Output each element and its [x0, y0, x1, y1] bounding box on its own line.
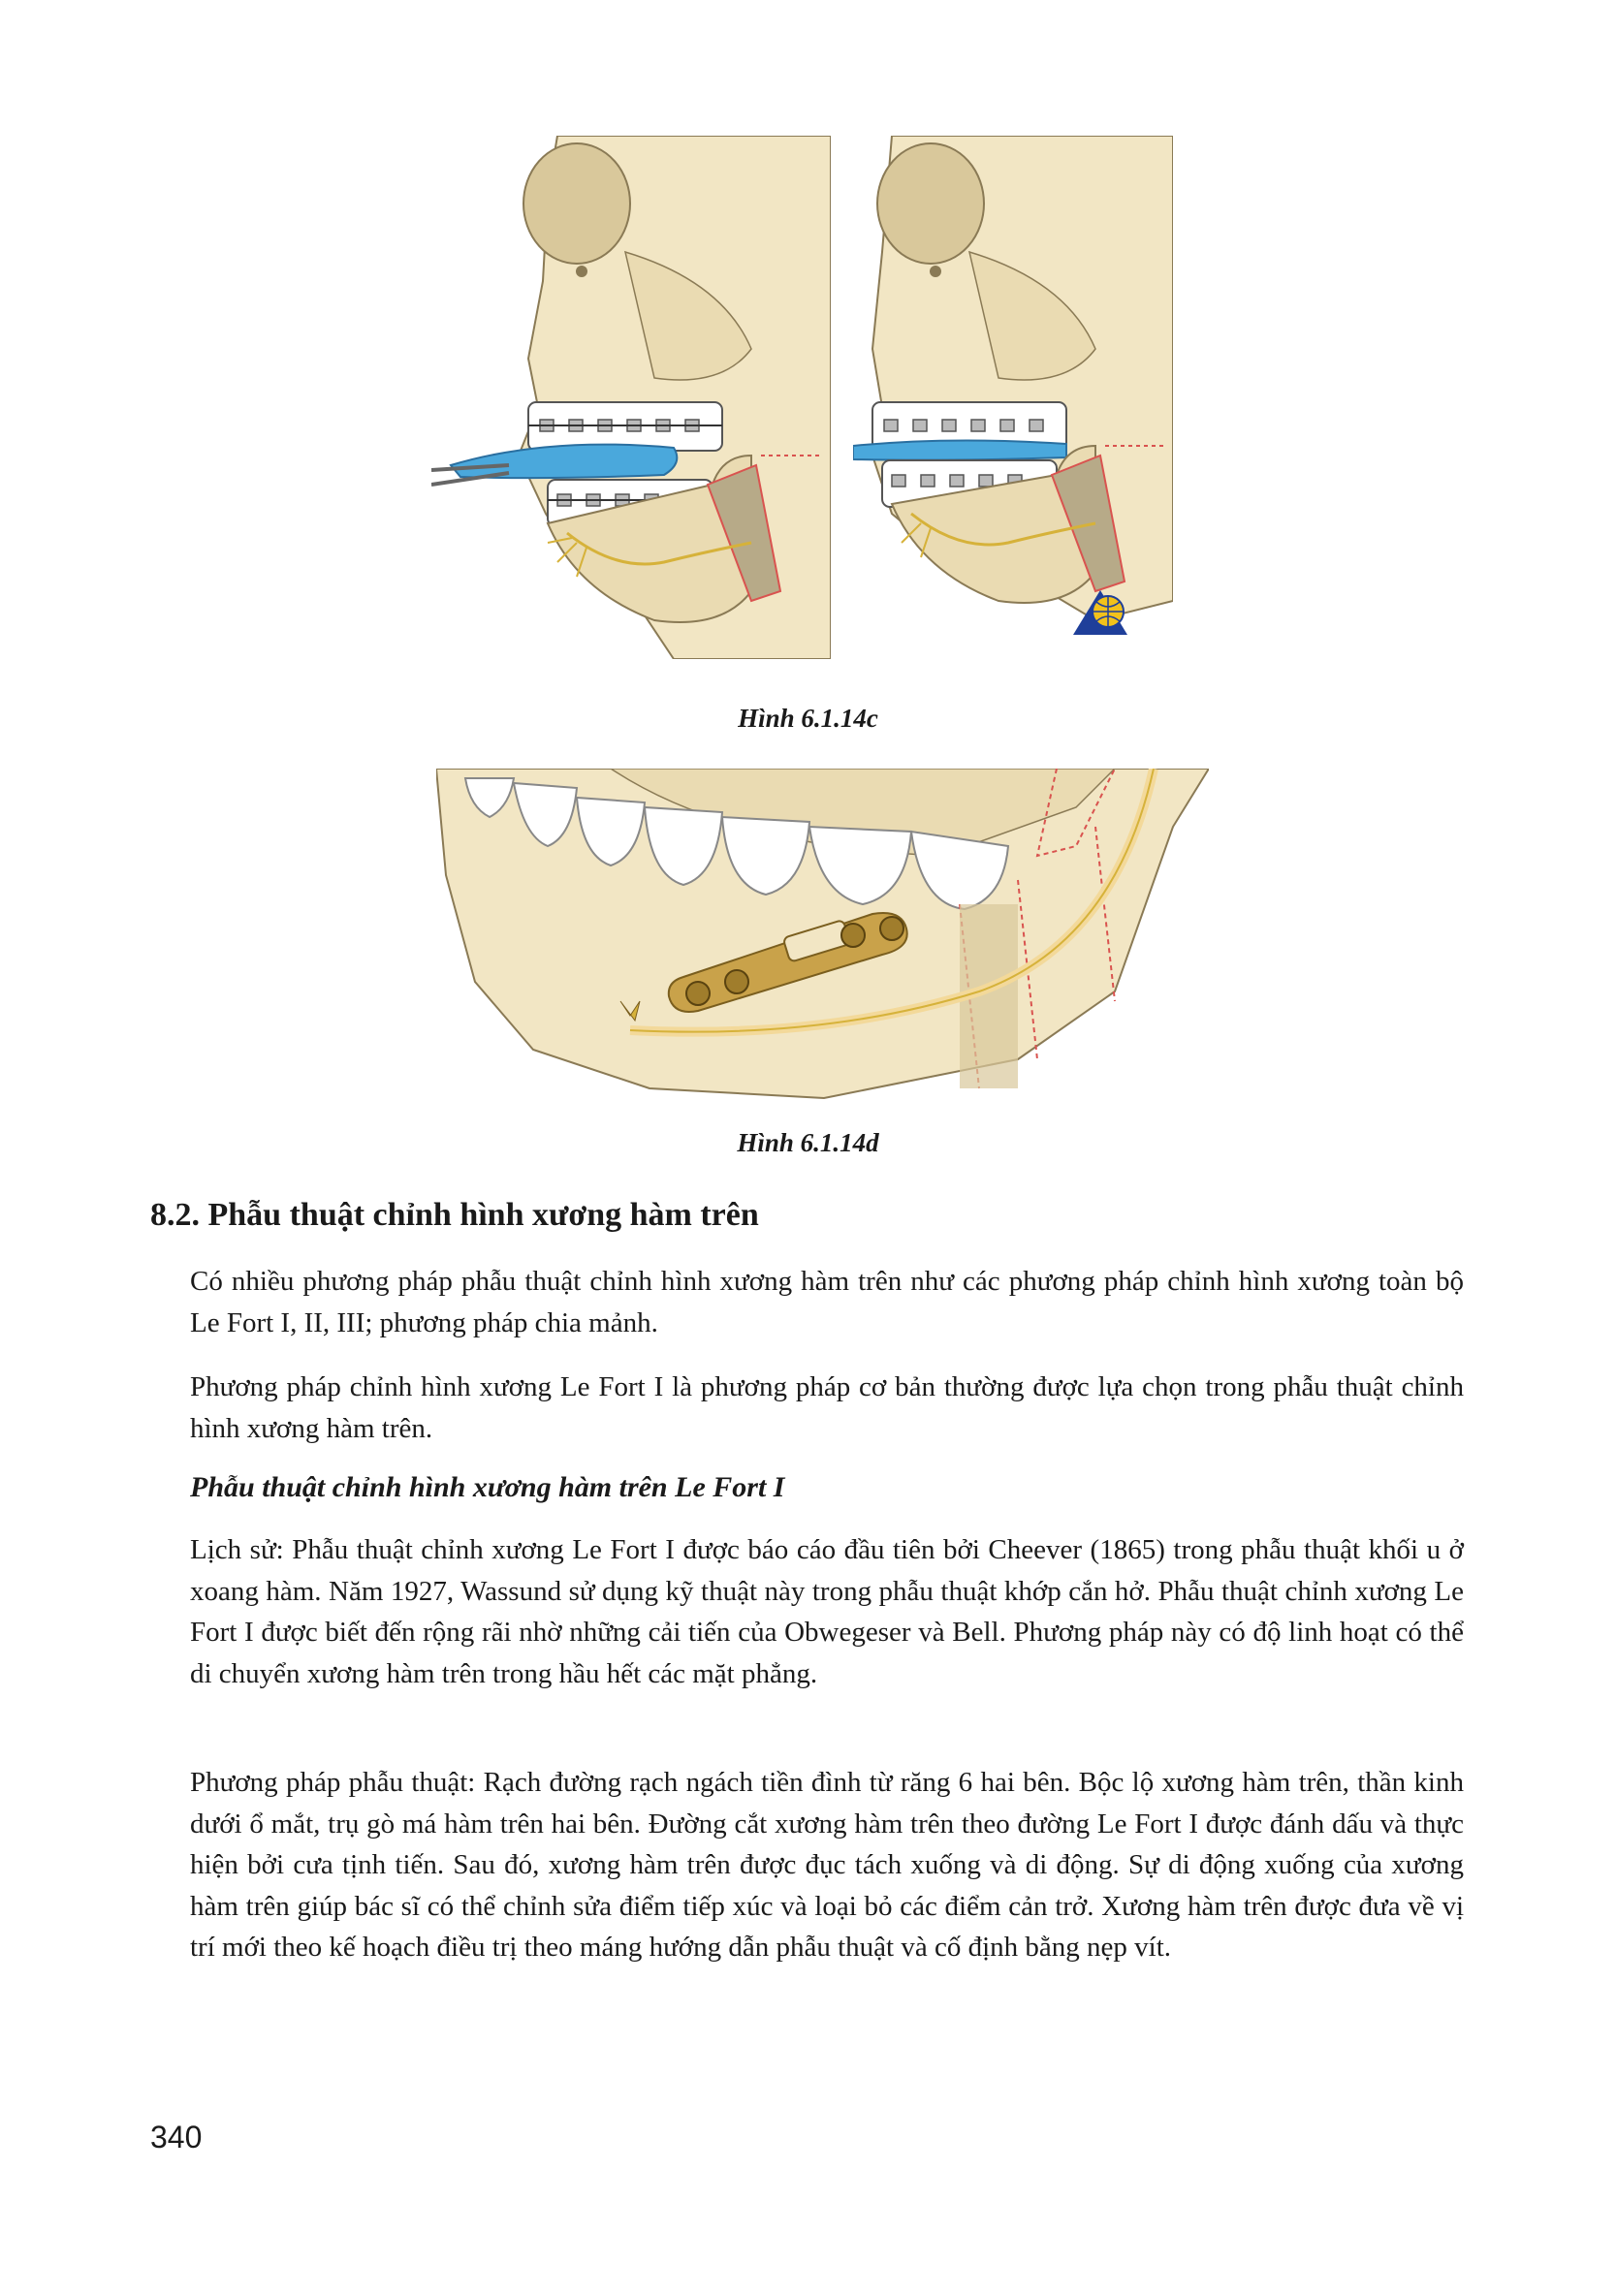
paragraph: Có nhiều phương pháp phẫu thuật chỉnh hình xương hàm trên như các phương pháp chỉnh hình xương toàn bộ Le Fort I, II, III; phương pháp chia mảnh.	[190, 1266, 1464, 1338]
mandible-plate-illustration	[436, 769, 1209, 1103]
skull-illustration-left	[431, 136, 831, 659]
paragraph: Phương pháp phẫu thuật: Rạch đường rạch ngách tiền đình từ răng 6 hai bên. Bộc lộ xương hàm trên, thần kinh dưới ổ mắt, trụ gò má hàm trên hai bên. Đường cắt xương hàm trên theo đường Le Fort I được đánh dấu và thực hiện bởi cưa tịnh tiến. Sau đó, xương hàm trên được đục tách xuống và di động. Sự di động xuống của xương hàm trên giúp bác sĩ có thể chỉnh sửa điểm tiếp xúc và loại bỏ các điểm cản trở. Xương hàm trên được đưa về vị trí mới theo kế hoạch điều trị theo máng hướng dẫn phẫu thuật và cố định bằng nẹp vít.	[190, 1767, 1464, 1963]
figure-caption: Hình 6.1.14c	[738, 704, 878, 733]
skull-illustration-right	[853, 136, 1173, 659]
publisher-logo-icon	[1071, 586, 1129, 637]
figure-6-1-14c-left	[431, 136, 831, 659]
figure-6-1-14c-right	[853, 136, 1173, 659]
figure-6-1-14d	[436, 769, 1209, 1103]
page-number: 340	[150, 2120, 203, 2154]
section-heading: 8.2. Phẫu thuật chỉnh hình xương hàm trên	[150, 1197, 759, 1233]
subsection-heading: Phẫu thuật chỉnh hình xương hàm trên Le Fort I	[190, 1471, 785, 1503]
paragraph: Phương pháp chỉnh hình xương Le Fort I là phương pháp cơ bản thường được lựa chọn trong phẫu thuật chỉnh hình xương hàm trên.	[190, 1371, 1464, 1444]
paragraph: Lịch sử: Phẫu thuật chỉnh xương Le Fort I được báo cáo đầu tiên bởi Cheever (1865) trong phẫu thuật khối u ở xoang hàm. Năm 1927, Wassund sử dụng kỹ thuật này trong phẫu thuật khớp cắn hở. Phẫu thuật chỉnh xương Le Fort I được biết đến rộng rãi nhờ những cải tiến của Obwegeser và Bell. Phương pháp này có độ linh hoạt có thể di chuyển xương hàm trên trong hầu hết các mặt phẳng.	[190, 1534, 1464, 1689]
figure-caption: Hình 6.1.14d	[737, 1128, 879, 1157]
